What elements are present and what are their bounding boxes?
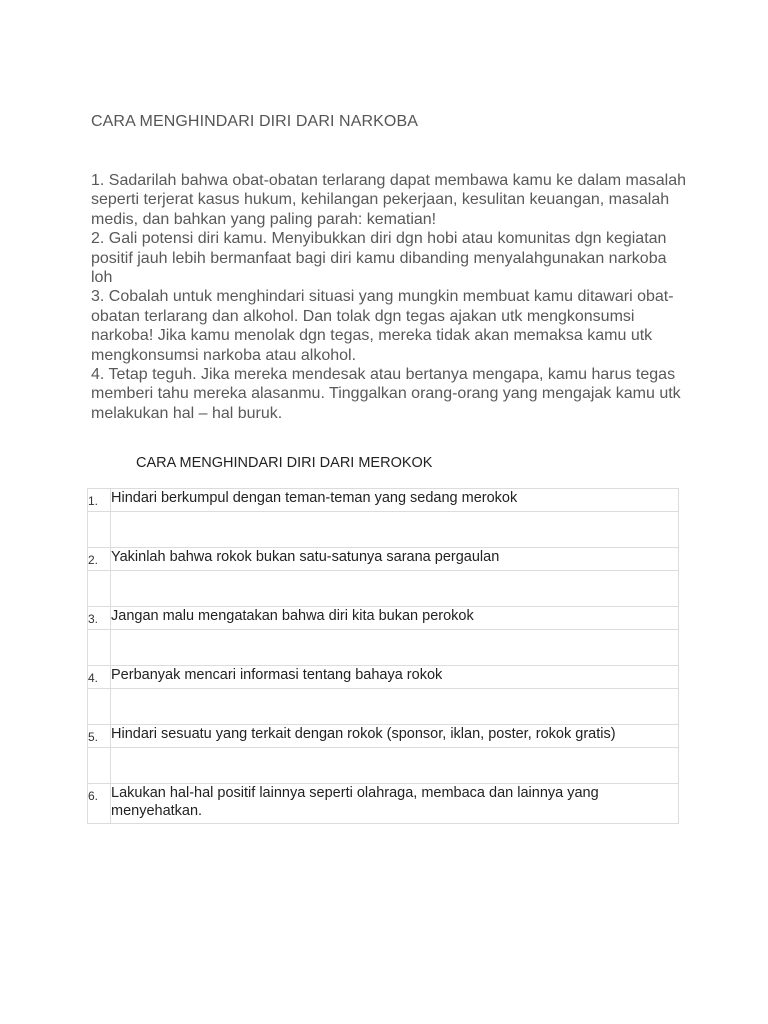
list-item-number: 2. bbox=[88, 553, 99, 567]
list-item-number: 5. bbox=[88, 730, 99, 744]
merokok-title: CARA MENGHINDARI DIRI DARI MEROKOK bbox=[136, 455, 433, 471]
list-item bbox=[88, 666, 679, 689]
list-item-number: 6. bbox=[88, 789, 99, 803]
list-spacer-row bbox=[88, 630, 679, 666]
list-item-text: Yakinlah bahwa rokok bukan satu-satunya sarana pergaulan bbox=[111, 548, 679, 571]
list-spacer-row bbox=[88, 748, 679, 784]
list-item-text: Jangan malu mengatakan bahwa diri kita bukan perokok bbox=[111, 607, 679, 630]
narkoba-point: 4. Tetap teguh. Jika mereka mendesak atau bertanya mengapa, kamu harus tegas memberi tahu mereka alasanmu. Tinggalkan orang-orang yang mengajak kamu utk melakukan hal – hal buruk. bbox=[91, 366, 681, 422]
list-item-number: 4. bbox=[88, 671, 99, 685]
list-item bbox=[88, 725, 679, 748]
list-item bbox=[88, 548, 679, 571]
list-item bbox=[88, 784, 679, 824]
list-item bbox=[88, 607, 679, 630]
list-spacer-row bbox=[88, 512, 679, 548]
narkoba-title: CARA MENGHINDARI DIRI DARI NARKOBA bbox=[91, 113, 419, 130]
list-item-text: Perbanyak mencari informasi tentang bahaya rokok bbox=[111, 666, 679, 689]
narkoba-point: 3. Cobalah untuk menghindari situasi yang mungkin membuat kamu ditawari obat-obatan terlarang dan alkohol. Dan tolak dgn tegas ajakan utk mengkonsumsi narkoba! Jika kamu menolak dgn tegas, mereka tidak akan memaksa kamu utk mengkonsumsi narkoba atau alkohol. bbox=[91, 288, 674, 364]
list-item-number: 3. bbox=[88, 612, 99, 626]
list-item-text: Hindari berkumpul dengan teman-teman yang sedang merokok bbox=[111, 489, 679, 512]
narkoba-point: 2. Gali potensi diri kamu. Menyibukkan diri dgn hobi atau komunitas dgn kegiatan positif jauh lebih bermanfaat bagi diri kamu dibanding menyalahgunakan narkoba loh bbox=[91, 230, 667, 287]
list-item-text: Hindari sesuatu yang terkait dengan rokok (sponsor, iklan, poster, rokok gratis) bbox=[111, 725, 679, 748]
list-item-number: 1. bbox=[88, 494, 99, 508]
narkoba-paragraph bbox=[91, 171, 691, 423]
list-item bbox=[88, 489, 679, 512]
narkoba-point: 1. Sadarilah bahwa obat-obatan terlarang dapat membawa kamu ke dalam masalah seperti terjerat kasus hukum, kehilangan pekerjaan, kesulitan keuangan, masalah medis, dan bahkan yang paling parah: kematian! bbox=[91, 172, 687, 228]
list-spacer-row bbox=[88, 571, 679, 607]
list-item-text: Lakukan hal-hal positif lainnya seperti olahraga, membaca dan lainnya yang menyehatkan. bbox=[111, 784, 679, 824]
merokok-list-table bbox=[87, 488, 679, 824]
list-spacer-row bbox=[88, 689, 679, 725]
